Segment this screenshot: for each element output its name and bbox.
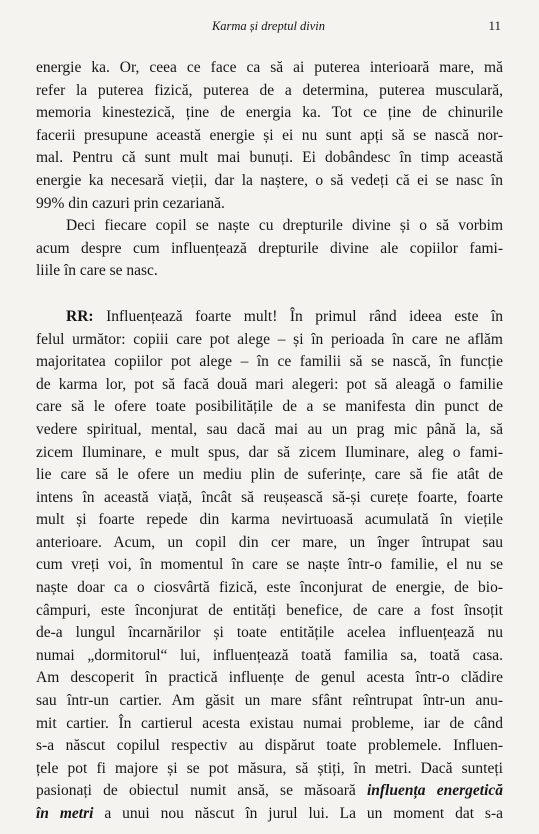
text-line: care să le ofere toate posibilitățile de a se manifesta din punct de <box>36 398 503 416</box>
text-line: numai „dormitorul“ lui, influențează toată familia sa, toată casa. <box>36 646 503 664</box>
text-line: Am descoperit în practică influențe de genul acesta într-o clădire <box>36 669 503 687</box>
text-line: energie ka. Or, ceea ce face ca să ai puterea interioară mare, mă <box>36 59 503 76</box>
text-line: sau într-un cartier. Am găsit un mare sfânt reîntrupat într-un anu- <box>36 692 503 710</box>
paragraph-3 <box>36 306 503 826</box>
text-line: cum vreți voi, în momentul în care se naște într-o familie, el nu se <box>36 556 503 574</box>
text-line <box>36 780 503 803</box>
text-line: mult și foarte repede din karma nevirtuoasă acumulată în viețile <box>36 511 503 529</box>
text-line: mal. Pentru că sunt mult mai bunuți. Ei dobândesc în timp această <box>36 149 503 167</box>
text-line: vedere spiritual, mental, sau dacă mai au un prag mic până la, să <box>36 420 503 438</box>
text-line: facerii presupune această energie și ei nu sunt apți să se nască nor- <box>36 126 503 144</box>
text-line: acum despre cum influențează drepturile divine ale copiilor fami- <box>36 239 503 257</box>
text-line: liile în care se nasc. <box>36 262 158 280</box>
text-line: refer la puterea fizică, puterea de a determina, puterea musculară, <box>36 81 503 99</box>
text-line: de-a lungul încarnărilor și toate entitățile acelea influențează nu <box>36 624 503 642</box>
running-head <box>36 16 501 36</box>
text-span: pasionați de obiectul numit ansă, se măsoară <box>36 782 367 800</box>
text-line: anterioare. Acum, un copil din cer mare, un înger întrupat sau <box>36 533 503 551</box>
emphasis-phrase: influența energetică <box>366 782 504 800</box>
text-line: naște doar ca o ciosvârtă fizică, este înconjurat de energie, de bio- <box>36 579 503 597</box>
text-line: memoria kinestezică, ține de energia ka. Tot ce ține de chinurile <box>36 104 503 122</box>
text-line: Deci fiecare copil se naște cu drepturile divine și o să vorbim <box>66 217 503 235</box>
text-line <box>36 803 503 826</box>
text-line: s-a născut copilul respectiv au dispărut toate problemele. Influen- <box>36 737 503 755</box>
paragraph-gap <box>36 283 503 306</box>
text-line: intens în această viață, încât să reușească să-și curețe foarte, foarte <box>36 488 503 506</box>
text-line: majoritatea copiilor pot alege – în ce familii să se nască, în funcție <box>36 353 503 371</box>
text-line: țele pot fi majore și se pot măsura, să știți, în metri. Dacă sunteți <box>36 759 503 777</box>
text-span: Influențează foarte mult! În primul rând ideea este în <box>93 307 503 325</box>
text-line <box>36 306 503 329</box>
running-title: Karma și dreptul divin <box>211 19 326 33</box>
page-number: 11 <box>488 18 501 33</box>
text-line: felul următor: copiii care pot alege – și în perioada în care ne aflăm <box>36 330 503 348</box>
paragraph-2 <box>36 215 503 283</box>
body-text <box>36 57 503 826</box>
text-line: energie ka necesară vieții, dar la naștere, o să vedeți că ei se nasc în <box>36 171 503 189</box>
paragraph-1 <box>36 57 503 215</box>
text-line: zicem Iluminare, e mult spus, dar să zicem Iluminare, aleg o fami- <box>36 443 503 461</box>
speaker-label: RR: <box>66 307 94 325</box>
text-line: mit cartier. În cartierul acesta existau numai probleme, iar de când <box>36 714 503 732</box>
text-line: câmpuri, este înconjurat de entități benefice, de care a fost însoțit <box>36 601 503 619</box>
text-span: a unui nou născut în jurul lui. La un moment dat s-a <box>93 805 503 822</box>
emphasis-phrase: în metri <box>36 805 94 822</box>
text-line: de karma lor, pot să facă două mari alegeri: pot să aleagă o familie <box>36 375 503 393</box>
text-line: 99% din cazuri prin cezariană. <box>36 194 225 212</box>
text-line: lie care să le ofere un mediu plin de suferințe, care să fie atât de <box>36 466 503 484</box>
